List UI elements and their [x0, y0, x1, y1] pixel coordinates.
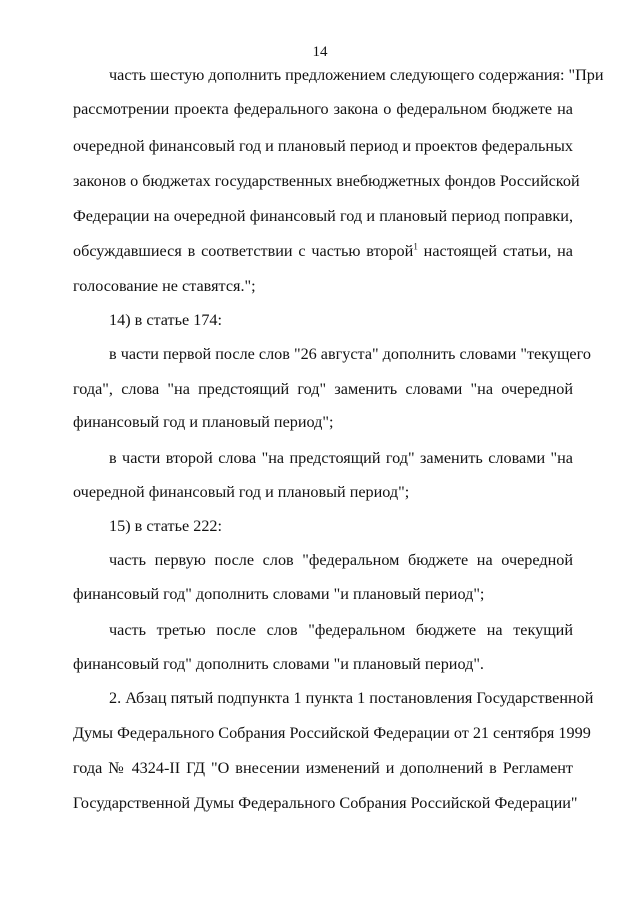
text-line: финансовый год" дополнить словами "и плановый период".: [73, 655, 484, 673]
text-line: законов о бюджетах государственных внебюджетных фондов Российской: [73, 172, 580, 190]
text-line: Федерации на очередной финансовый год и плановый период поправки,: [73, 207, 573, 225]
text-line-with-footnote: [73, 241, 573, 261]
text-line: финансовый год" дополнить словами "и плановый период";: [73, 585, 485, 603]
text-line: голосование не ставятся.";: [73, 277, 256, 295]
text-segment: обсуждавшиеся в соответствии с частью второй: [73, 242, 414, 260]
text-segment: настоящей статьи, на: [417, 242, 573, 260]
item-heading: 15) в статье 222:: [109, 517, 223, 535]
text-line: очередной финансовый год и плановый период и проектов федеральных: [73, 137, 573, 155]
text-line: года № 4324-II ГД "О внесении изменений и дополнений в Регламент: [73, 759, 573, 777]
text-line: часть третью после слов "федеральном бюджете на текущий: [109, 621, 573, 639]
text-line: 2. Абзац пятый подпункта 1 пункта 1 постановления Государственной: [109, 689, 594, 707]
text-line: Думы Федерального Собрания Российской Федерации от 21 сентября 1999: [73, 724, 591, 742]
text-line: рассмотрении проекта федерального закона о федеральном бюджете на: [73, 100, 573, 118]
text-line: часть шестую дополнить предложением следующего содержания: "При: [109, 66, 604, 84]
text-line: Государственной Думы Федерального Собрания Российской Федерации": [73, 794, 578, 812]
footnote-mark: 1: [413, 241, 418, 252]
text-line: года", слова "на предстоящий год" заменить словами "на очередной: [73, 380, 573, 398]
item-heading: 14) в статье 174:: [109, 311, 223, 329]
text-line: финансовый год и плановый период";: [73, 413, 334, 431]
text-line: очередной финансовый год и плановый период";: [73, 483, 410, 501]
text-line: часть первую после слов "федеральном бюджете на очередной: [109, 551, 573, 569]
text-line: в части второй слова "на предстоящий год" заменить словами "на: [109, 449, 573, 467]
text-line: в части первой после слов "26 августа" дополнить словами "текущего: [109, 345, 591, 363]
page-number: 14: [312, 44, 328, 60]
